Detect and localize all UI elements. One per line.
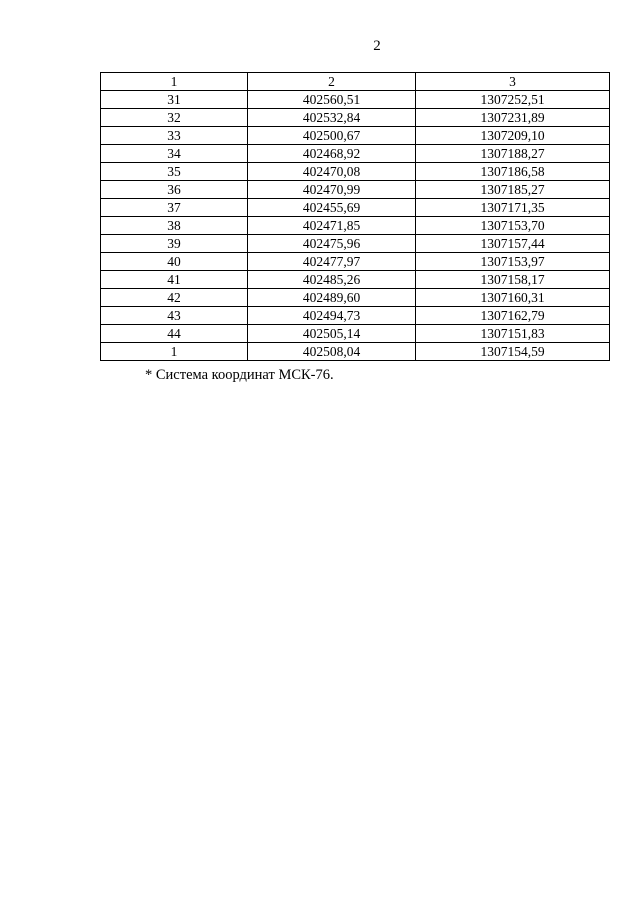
table-row <box>101 109 610 127</box>
point-number-cell: 38 <box>101 217 248 235</box>
x-coordinate-cell: 402471,85 <box>248 217 416 235</box>
point-number-cell: 41 <box>101 271 248 289</box>
table-row <box>101 145 610 163</box>
point-number-cell: 31 <box>101 91 248 109</box>
y-coordinate-cell: 1307209,10 <box>416 127 610 145</box>
point-number-cell: 35 <box>101 163 248 181</box>
x-coordinate-cell: 402500,67 <box>248 127 416 145</box>
x-coordinate-cell: 402505,14 <box>248 325 416 343</box>
table-row <box>101 289 610 307</box>
point-number-cell: 34 <box>101 145 248 163</box>
point-number-cell: 37 <box>101 199 248 217</box>
y-coordinate-cell: 1307160,31 <box>416 289 610 307</box>
table-row <box>101 91 610 109</box>
y-coordinate-cell: 1307252,51 <box>416 91 610 109</box>
table-row <box>101 199 610 217</box>
table-row <box>101 217 610 235</box>
table-row <box>101 307 610 325</box>
header-cell-point: 1 <box>101 73 248 91</box>
x-coordinate-cell: 402508,04 <box>248 343 416 361</box>
point-number-cell: 44 <box>101 325 248 343</box>
table-row <box>101 163 610 181</box>
point-number-cell: 33 <box>101 127 248 145</box>
x-coordinate-cell: 402475,96 <box>248 235 416 253</box>
x-coordinate-cell: 402485,26 <box>248 271 416 289</box>
table-header-row <box>101 73 610 91</box>
x-coordinate-cell: 402560,51 <box>248 91 416 109</box>
point-number-cell: 42 <box>101 289 248 307</box>
point-number-cell: 36 <box>101 181 248 199</box>
table-row <box>101 325 610 343</box>
y-coordinate-cell: 1307186,58 <box>416 163 610 181</box>
table-row <box>101 271 610 289</box>
footnote: * Система координат МСК-76. <box>145 367 334 383</box>
y-coordinate-cell: 1307162,79 <box>416 307 610 325</box>
x-coordinate-cell: 402477,97 <box>248 253 416 271</box>
y-coordinate-cell: 1307154,59 <box>416 343 610 361</box>
table-row <box>101 235 610 253</box>
y-coordinate-cell: 1307158,17 <box>416 271 610 289</box>
x-coordinate-cell: 402494,73 <box>248 307 416 325</box>
point-number-cell: 32 <box>101 109 248 127</box>
x-coordinate-cell: 402455,69 <box>248 199 416 217</box>
x-coordinate-cell: 402532,84 <box>248 109 416 127</box>
page-number: 2 <box>373 38 381 54</box>
point-number-cell: 40 <box>101 253 248 271</box>
table-row <box>101 253 610 271</box>
y-coordinate-cell: 1307153,97 <box>416 253 610 271</box>
header-cell-x: 2 <box>248 73 416 91</box>
table-row <box>101 343 610 361</box>
coordinates-table-body <box>101 73 610 361</box>
y-coordinate-cell: 1307231,89 <box>416 109 610 127</box>
x-coordinate-cell: 402489,60 <box>248 289 416 307</box>
y-coordinate-cell: 1307171,35 <box>416 199 610 217</box>
x-coordinate-cell: 402470,99 <box>248 181 416 199</box>
x-coordinate-cell: 402470,08 <box>248 163 416 181</box>
y-coordinate-cell: 1307151,83 <box>416 325 610 343</box>
point-number-cell: 39 <box>101 235 248 253</box>
x-coordinate-cell: 402468,92 <box>248 145 416 163</box>
point-number-cell: 1 <box>101 343 248 361</box>
y-coordinate-cell: 1307157,44 <box>416 235 610 253</box>
y-coordinate-cell: 1307153,70 <box>416 217 610 235</box>
y-coordinate-cell: 1307185,27 <box>416 181 610 199</box>
table-row <box>101 127 610 145</box>
y-coordinate-cell: 1307188,27 <box>416 145 610 163</box>
point-number-cell: 43 <box>101 307 248 325</box>
coordinates-table <box>100 72 610 361</box>
table-row <box>101 181 610 199</box>
header-cell-y: 3 <box>416 73 610 91</box>
